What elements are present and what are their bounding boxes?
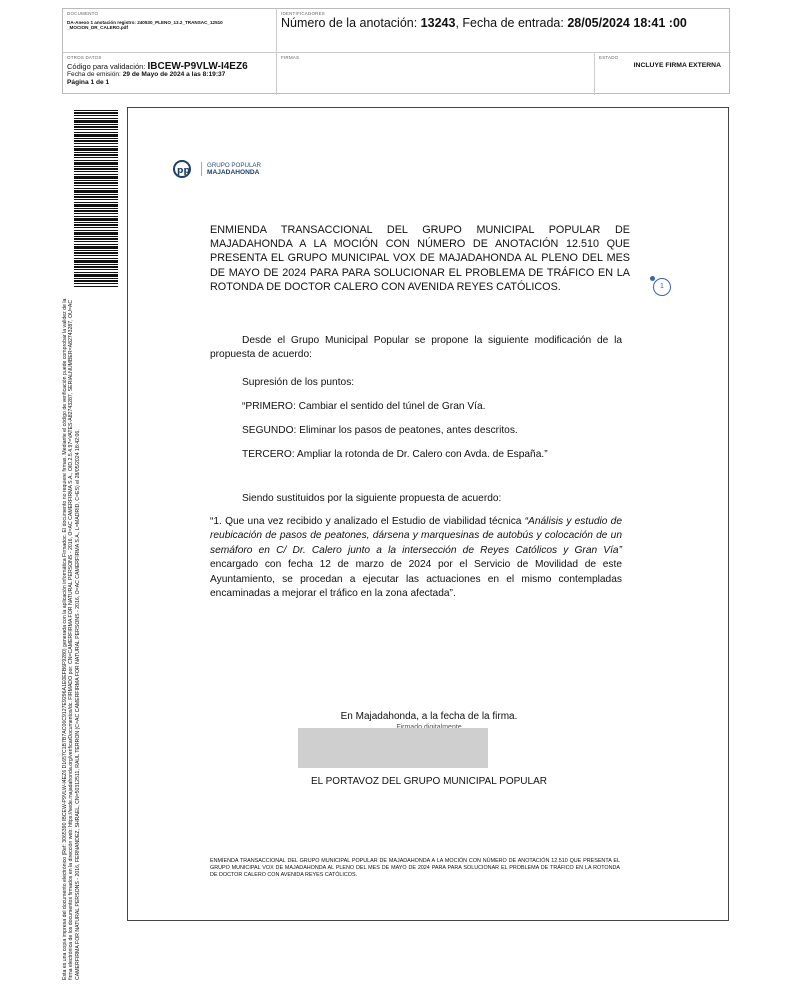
intro-paragraph: Desde el Grupo Municipal Popular se propone la siguiente modificación de la propuesta de acuerdo: <box>210 335 622 361</box>
supresion-line: Supresión de los puntos: <box>242 377 355 388</box>
segundo-line: SEGUNDO: Eliminar los pasos de peatones, antes descritos. <box>242 425 518 436</box>
annotation-marker[interactable]: 1 <box>653 278 671 296</box>
estado-label: ESTADO <box>599 55 619 60</box>
fecha-entrada: 28/05/2024 18:41 :00 <box>567 16 687 30</box>
identificadores-label: IDENTIFICADORES <box>281 11 326 16</box>
document-header <box>62 8 730 94</box>
estado-value: INCLUYE FIRMA EXTERNA <box>633 62 721 69</box>
lugar-fecha: En Majadahonda, a la fecha de la firma. <box>340 711 518 722</box>
propuesta-paragraph: “1. Que una vez recibido y analizado el Estudio de viabilidad técnica “Análisis y estudio de reubicación de pasos de peatones, dársena y marquesinas de autobús y colocación de un semáforo en C/ Dr. Calero junto a la intersección de Reyes Católicos y Gran Vía” encargado con fecha 12 de marzo de 2024 por el Servicio de Movilidad de este Ayuntamiento, se procedan a ejecutar las actuaciones en el mismo contempladas encaminadas a mejorar el tráfico en la zona afectada”. <box>210 516 622 600</box>
logo-text <box>201 162 261 177</box>
anotacion-number: 13243 <box>420 16 456 30</box>
identificadores-cell <box>277 9 731 53</box>
firmas-label: FIRMAS <box>281 55 300 60</box>
barcode <box>74 110 118 288</box>
sustituidos-line: Siendo sustituidos por la siguiente propuesta de acuerdo: <box>242 493 502 504</box>
document-title: ENMIENDA TRANSACCIONAL DEL GRUPO MUNICIPAL POPULAR DE MAJADAHONDA A LA MOCIÓN CON NÚMERO DE ANOTACIÓN 12.510 QUE PRESENTA EL GRUPO MUNICIPAL VOX DE MAJADAHONDA AL PLENO DEL MES DE MAYO DE 2024 PARA PARA SOLUCIONAR EL PROBLEMA DE TRÁFICO EN LA ROTONDA DE DOCTOR CALERO CON AVENIDA REYES CATÓLICOS. <box>210 224 630 293</box>
pp-logo-icon <box>173 160 195 178</box>
otros-datos-cell <box>63 53 277 95</box>
otros-datos-label: OTROS DATOS <box>67 55 102 60</box>
estado-cell <box>595 53 731 95</box>
validation-vertical-text: Esta es una copia impresa del documento electrónico (Ref: 3065390 IBCEW-P9VLW-I4EZ6 D1657C1B7B7AC06C9127E9296A1E0EFB6F9280) generada con la aplicación informática Firmadoc. El documento no requiere firmas. Mediante el código de verificación puede comprobar la validez de la firma electrónica de los documentos firmados en la dirección web: https://sede.majadahonda.org/verificarDocumentos/dc. FIRMADO por: CN=CAMERFIRMA FOR NATURAL PERSONS - 2016, O=AC CAMERFIRMA S.A., OID.2.5.4.97=VATES-A82743287, SERIALNUMBER=A82743287, OU=AC CAMERFIRMA FOR NATURAL PERSONS - 2016, FERNANDEZ, SHRAEL, CN=50312511, RAUL TERRON (C=AC CAMERFIRMA FOR NATURAL PERSONS - 2016, O=AC CAMERFIRMA S.A., L=MADRID, C=ES) el 28/05/2024 18:42:06. <box>62 298 81 980</box>
estudio-title: “Análisis y estudio de reubicación de pasos de peatones, dársena y marquesinas de autobús y colocación de un semáforo en C/ Dr. Calero junto a la intersección de Reyes Católicos y Gran Vía” <box>210 516 622 556</box>
documento-cell <box>63 9 277 53</box>
portavoz: EL PORTAVOZ DEL GRUPO MUNICIPAL POPULAR <box>311 776 547 787</box>
codigo-validacion: Código para validación: IBCEW-P9VLW-I4EZ6 <box>67 61 248 72</box>
primero-line: “PRIMERO: Cambiar el sentido del túnel de Gran Vía. <box>242 401 486 412</box>
documento-label: DOCUMENTO <box>67 11 99 16</box>
logo <box>173 160 261 178</box>
fecha-emision: Fecha de emisión: 29 de Mayo de 2024 a las 8:19:37 <box>67 71 226 79</box>
signature-redaction <box>298 728 488 768</box>
anotacion-line: Número de la anotación: 13243, Fecha de entrada: 28/05/2024 18:41 :00 <box>281 16 687 30</box>
pagina: Página 1 de 1 <box>67 78 110 86</box>
documento-value: DA-Anexo 1 anotación registro: 240530_PLENO_13.2_TRANSAC_12510 _MOCION_DR_CALERO.pdf <box>67 20 223 31</box>
logo-line2: MAJADAHONDA <box>207 169 260 176</box>
tercero-line: TERCERO: Ampliar la rotonda de Dr. Calero con Avda. de España.” <box>242 449 548 460</box>
firmas-cell <box>277 53 595 95</box>
logo-line1: GRUPO POPULAR <box>207 161 261 169</box>
page-footer: ENMIENDA TRANSACCIONAL DEL GRUPO MUNICIPAL POPULAR DE MAJADAHONDA A LA MOCIÓN CON NÚMERO DE ANOTACIÓN 12.510 QUE PRESENTA EL GRUPO MUNICIPAL VOX DE MAJADAHONDA AL PLENO DEL MES DE MAYO DE 2024 PARA PARA SOLUCIONAR EL PROBLEMA DE TRÁFICO EN LA ROTONDA DE DOCTOR CALERO CON AVENIDA REYES CATÓLICOS. <box>210 858 620 878</box>
svg-text:pp: pp <box>177 166 190 176</box>
document-page <box>127 107 729 921</box>
